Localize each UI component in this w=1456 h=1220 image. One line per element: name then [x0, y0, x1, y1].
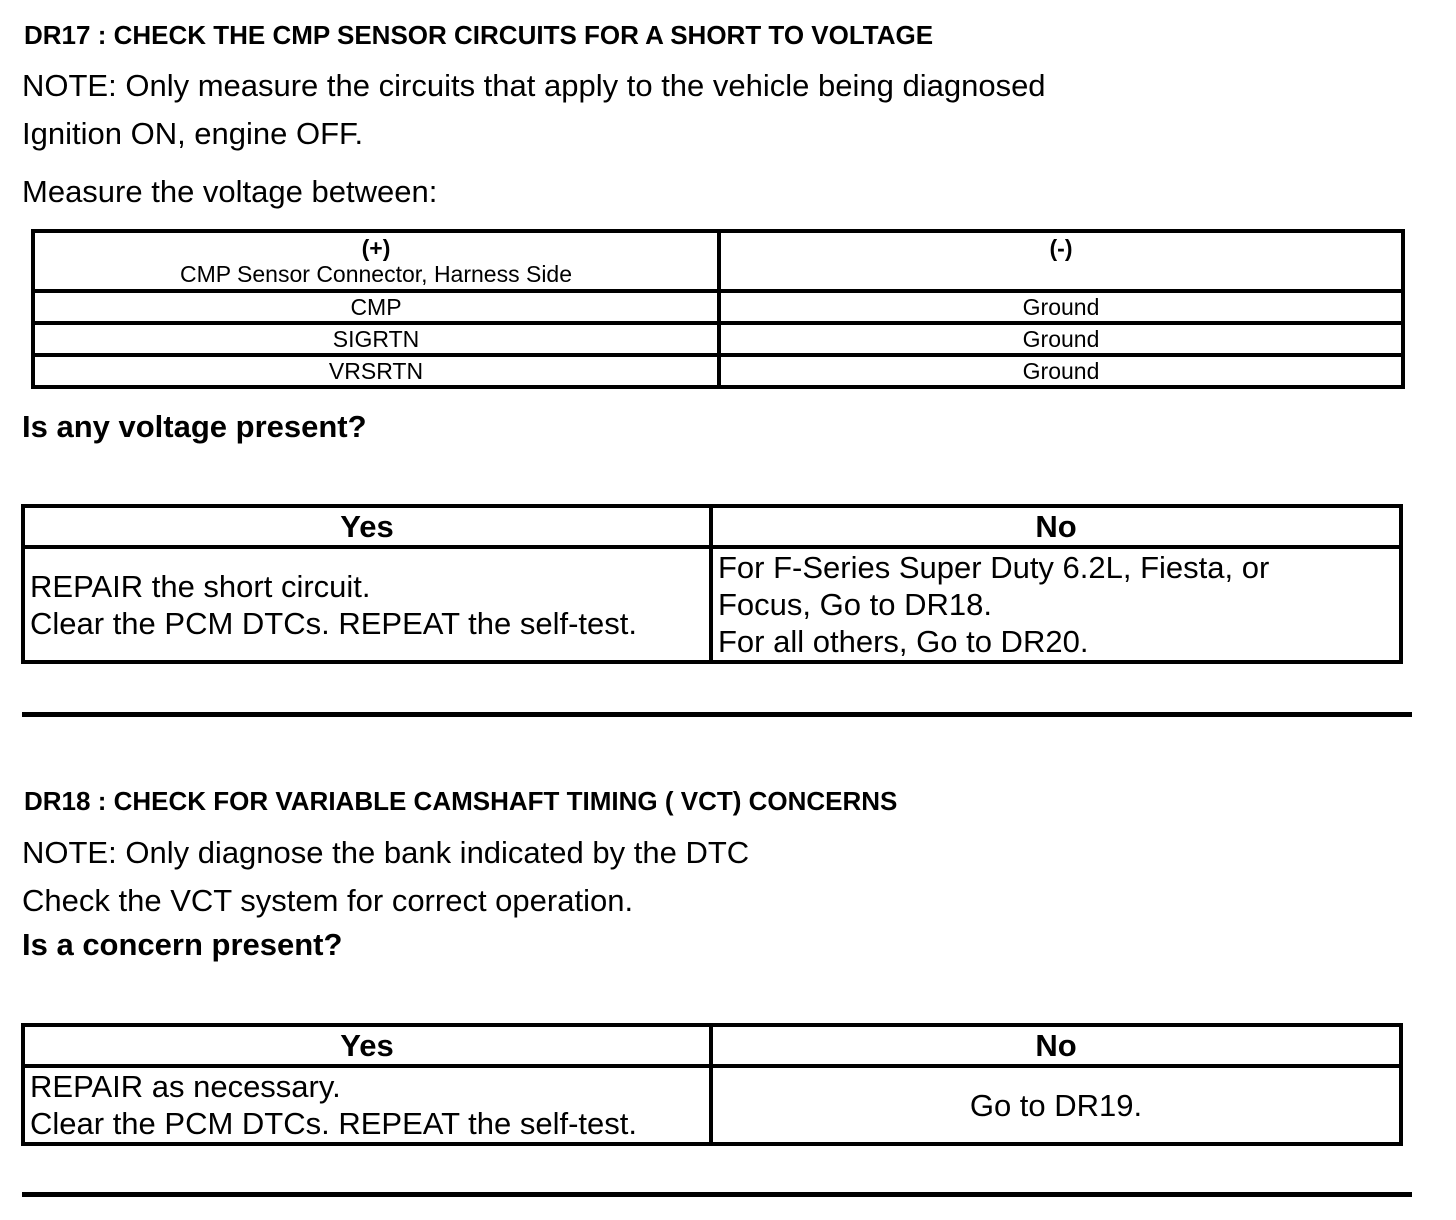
minus-symbol: (-) — [1049, 235, 1073, 261]
plus-cell: SIGRTN — [33, 323, 719, 355]
plus-cell: CMP — [33, 291, 719, 323]
dr17-decision-table — [21, 504, 1403, 664]
table-row — [33, 291, 1403, 323]
dr17-question: Is any voltage present? — [22, 409, 367, 444]
yes-line: REPAIR the short circuit. — [30, 568, 371, 604]
section-divider — [22, 712, 1412, 717]
yes-line: Clear the PCM DTCs. REPEAT the self-test. — [30, 1106, 637, 1141]
dr18-note: NOTE: Only diagnose the bank indicated by the DTC — [22, 835, 750, 870]
table-header-row — [33, 231, 1403, 291]
dr17-instruction: Ignition ON, engine OFF. — [22, 116, 364, 151]
plus-column-label: CMP Sensor Connector, Harness Side — [179, 261, 573, 287]
yes-action — [23, 1066, 711, 1144]
dr17-heading: DR17 : CHECK THE CMP SENSOR CIRCUITS FOR A SHORT TO VOLTAGE — [24, 20, 934, 50]
dr18-heading: DR18 : CHECK FOR VARIABLE CAMSHAFT TIMING ( VCT) CONCERNS — [24, 786, 898, 816]
yes-action — [23, 547, 711, 662]
no-line: Focus, Go to DR18. — [718, 587, 992, 622]
decision-header-row — [23, 506, 1401, 547]
no-action — [711, 547, 1401, 662]
decision-header-row — [23, 1025, 1401, 1066]
minus-column-header — [719, 231, 1403, 291]
plus-symbol: (+) — [361, 235, 391, 261]
section-divider — [22, 1192, 1412, 1197]
table-row — [33, 355, 1403, 387]
voltage-measurement-table — [31, 229, 1405, 389]
minus-cell: Ground — [719, 355, 1403, 387]
decision-body-row — [23, 547, 1401, 662]
yes-line: REPAIR as necessary. — [30, 1069, 341, 1104]
dr17-note: NOTE: Only measure the circuits that apply to the vehicle being diagnosed — [22, 68, 1046, 103]
dr17-measure-text: Measure the voltage between: — [22, 174, 438, 209]
no-action: Go to DR19. — [711, 1066, 1401, 1144]
dr18-instruction: Check the VCT system for correct operation. — [22, 883, 634, 918]
no-line: For F-Series Super Duty 6.2L, Fiesta, or — [718, 550, 1270, 585]
yes-header: Yes — [23, 506, 711, 547]
yes-line: Clear the PCM DTCs. REPEAT the self-test. — [30, 605, 637, 641]
table-row — [33, 323, 1403, 355]
yes-header: Yes — [23, 1025, 711, 1066]
no-line: For all others, Go to DR20. — [718, 624, 1089, 659]
decision-body-row — [23, 1066, 1401, 1144]
plus-column-header — [33, 231, 719, 291]
no-header: No — [711, 1025, 1401, 1066]
dr18-decision-table — [21, 1023, 1403, 1146]
minus-cell: Ground — [719, 323, 1403, 355]
minus-cell: Ground — [719, 291, 1403, 323]
no-header: No — [711, 506, 1401, 547]
dr18-question: Is a concern present? — [22, 927, 343, 962]
plus-cell: VRSRTN — [33, 355, 719, 387]
